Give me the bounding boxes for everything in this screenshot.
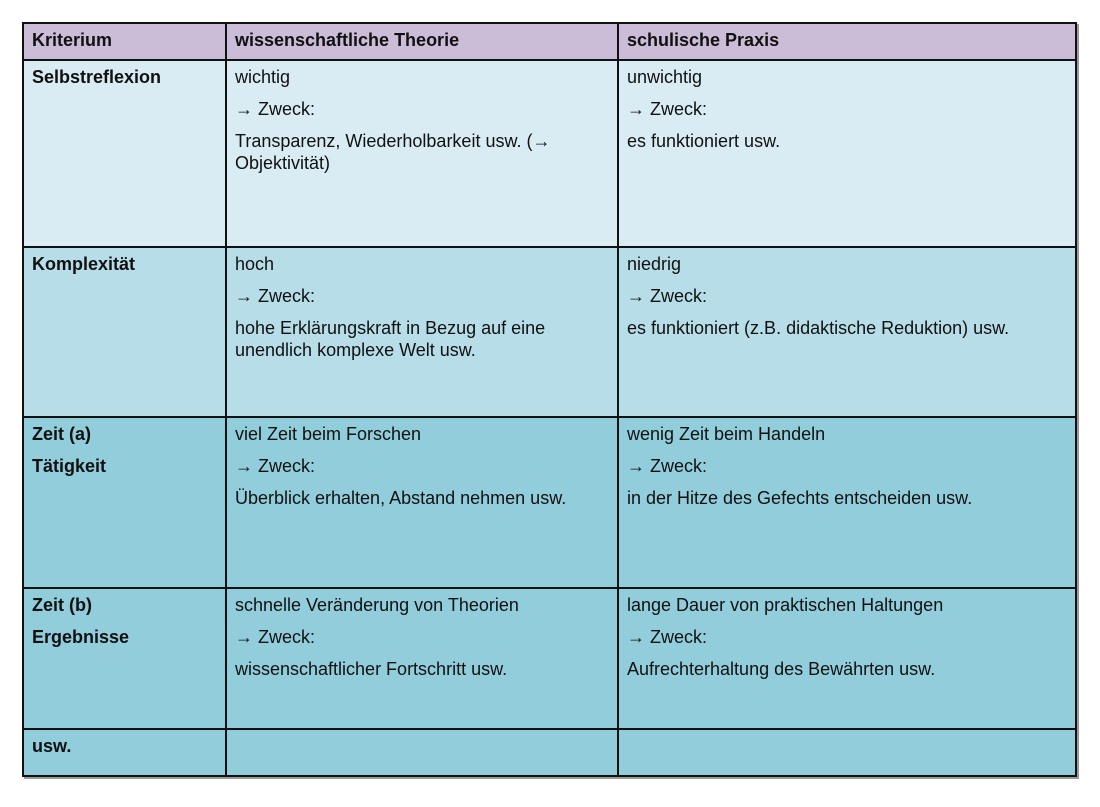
practice-purpose: es funktioniert (z.B. didaktische Reduktion) usw.: [627, 318, 1010, 338]
criterion-cell: [23, 588, 226, 729]
purpose-label: → Zweck:: [235, 99, 316, 119]
criterion-label: Selbstreflexion: [32, 67, 162, 87]
table-row-zeit-a: [23, 417, 1076, 588]
table-row-usw: [23, 729, 1076, 776]
theory-purpose: Überblick erhalten, Abstand nehmen usw.: [235, 488, 567, 508]
theory-purpose: wissenschaftlicher Fortschritt usw.: [235, 659, 508, 679]
theory-cell: [226, 588, 618, 729]
practice-purpose: es funktioniert usw.: [627, 131, 781, 151]
criterion-label: Zeit (a): [32, 424, 92, 444]
practice-cell: [618, 417, 1076, 588]
theory-cell: [226, 60, 618, 247]
criterion-cell: [23, 417, 226, 588]
practice-value: wenig Zeit beim Handeln: [627, 424, 826, 444]
theory-cell: [226, 417, 618, 588]
theory-value: viel Zeit beim Forschen: [235, 424, 422, 444]
theory-value: hoch: [235, 254, 275, 274]
practice-purpose: in der Hitze des Gefechts entscheiden usw.: [627, 488, 973, 508]
header-practice: schulische Praxis: [618, 23, 1076, 60]
table-row-zeit-b: [23, 588, 1076, 729]
practice-cell-empty: [618, 729, 1076, 776]
header-criterion: Kriterium: [23, 23, 226, 60]
criterion-cell: [23, 60, 226, 247]
comparison-table: [22, 22, 1077, 777]
purpose-label: → Zweck:: [627, 627, 708, 647]
purpose-label: → Zweck:: [235, 627, 316, 647]
criterion-label: usw.: [32, 736, 72, 756]
theory-cell: [226, 247, 618, 417]
purpose-label: → Zweck:: [235, 456, 316, 476]
purpose-label: → Zweck:: [235, 286, 316, 306]
purpose-label: → Zweck:: [627, 99, 708, 119]
criterion-sublabel: Ergebnisse: [32, 627, 130, 647]
header-theory: wissenschaftliche Theorie: [226, 23, 618, 60]
criterion-label: Komplexität: [32, 254, 136, 274]
practice-cell: [618, 247, 1076, 417]
criterion-sublabel: Tätigkeit: [32, 456, 107, 476]
table-row-selbstreflexion: [23, 60, 1076, 247]
header-row: [23, 23, 1076, 60]
practice-value: unwichtig: [627, 67, 703, 87]
theory-cell-empty: [226, 729, 618, 776]
theory-value: wichtig: [235, 67, 291, 87]
practice-purpose: Aufrechterhaltung des Bewährten usw.: [627, 659, 936, 679]
table-row-komplexitaet: [23, 247, 1076, 417]
theory-value: schnelle Veränderung von Theorien: [235, 595, 519, 615]
practice-value: niedrig: [627, 254, 682, 274]
criterion-cell: [23, 729, 226, 776]
practice-cell: [618, 60, 1076, 247]
practice-value: lange Dauer von praktischen Haltungen: [627, 595, 944, 615]
criterion-cell: [23, 247, 226, 417]
theory-purpose: Transparenz, Wiederholbarkeit usw. (→ Objektivität): [235, 131, 551, 173]
purpose-label: → Zweck:: [627, 286, 708, 306]
purpose-label: → Zweck:: [627, 456, 708, 476]
criterion-label: Zeit (b): [32, 595, 92, 615]
theory-purpose: hohe Erklärungskraft in Bezug auf eine unendlich komplexe Welt usw.: [235, 318, 546, 360]
practice-cell: [618, 588, 1076, 729]
